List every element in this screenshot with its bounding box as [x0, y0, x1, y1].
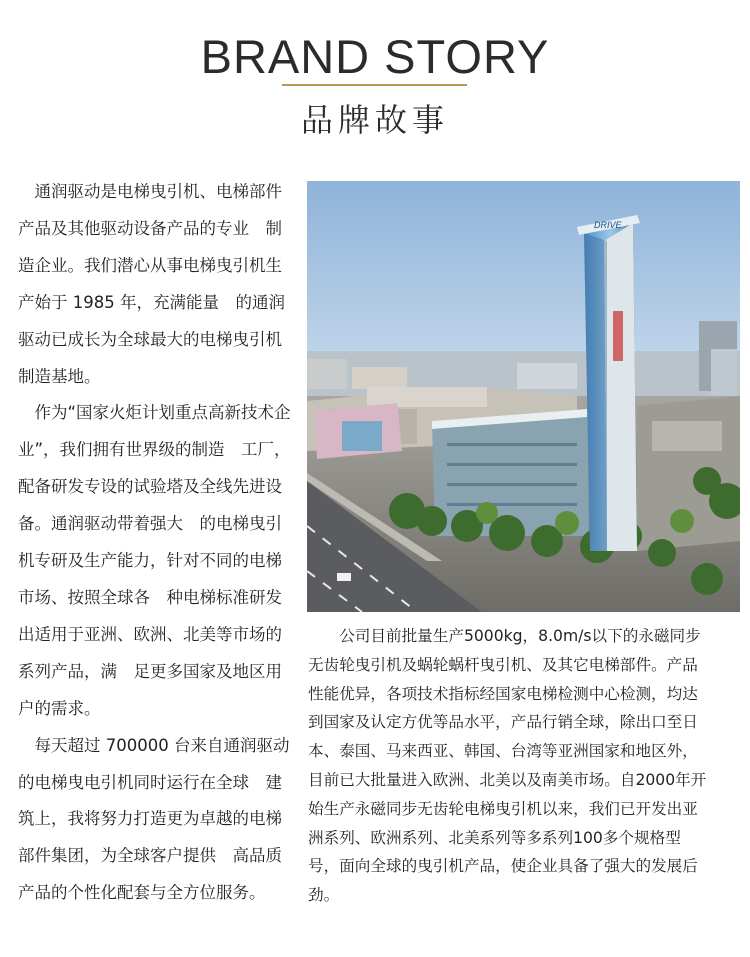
- brand-story-title: BRAND STORY: [200, 30, 550, 83]
- intro-text-column: [18, 174, 294, 912]
- company-detail-paragraph: 公司目前批量生产5000kg，8.0m/s以下的永磁同步无齿轮曳引机及蜗轮蜗杆曳引机、及其它电梯部件。产品性能优异，各项技术指标经国家电梯检测中心检测，均达到国家及认定方优等品水平，产品行销全球，除出口至日本、泰国、马来西亚、韩国、台湾等亚洲国家和地区外，目前已大批量进入欧洲、北美以及南美市场。自2000年开始生产永磁同步无齿轮电梯曳引机以来，我们已开发出亚洲系列、欧洲系列、北美系列等多系列100多个规格型号，面向全球的曳引机产品，使企业具备了强大的发展后劲。: [308, 627, 707, 905]
- intro-paragraph-1: 通润驱动是电梯曳引机、电梯部件产品及其他驱动设备产品的专业 制造企业。我们潜心从事电梯曳引机生产始于 1985 年，充满能量 的通润驱动已成长为全球最大的电梯曳引机制造基地。: [18, 182, 285, 386]
- company-detail-text: [308, 622, 708, 910]
- intro-paragraph-3: 每天超过 700000 台来自通润驱动的电梯曳电引机同时运行在全球 建筑上，我将努力打造更为卓越的电梯部件集团，为全球客户提供 高品质产品的个性化配套与全方位服务。: [18, 735, 290, 903]
- brand-story-subtitle: 品牌故事: [300, 101, 449, 139]
- headquarters-photo: [307, 181, 740, 612]
- intro-paragraph-2: 作为“国家火炬计划重点高新技术企业”，我们拥有世界级的制造 工厂，配备研发专设的试验塔及全线先进设备。通润驱动带着强大 的电梯曳引机专研及生产能力，针对不同的电梯市场、按照全球各 种电梯标准研发出适用于亚洲、欧洲、北美等市场的系列产品，满 足更多国家及地区用户的需求。: [18, 403, 291, 718]
- tower-sign-text: DRIVE: [594, 220, 622, 230]
- title-divider: [282, 84, 467, 86]
